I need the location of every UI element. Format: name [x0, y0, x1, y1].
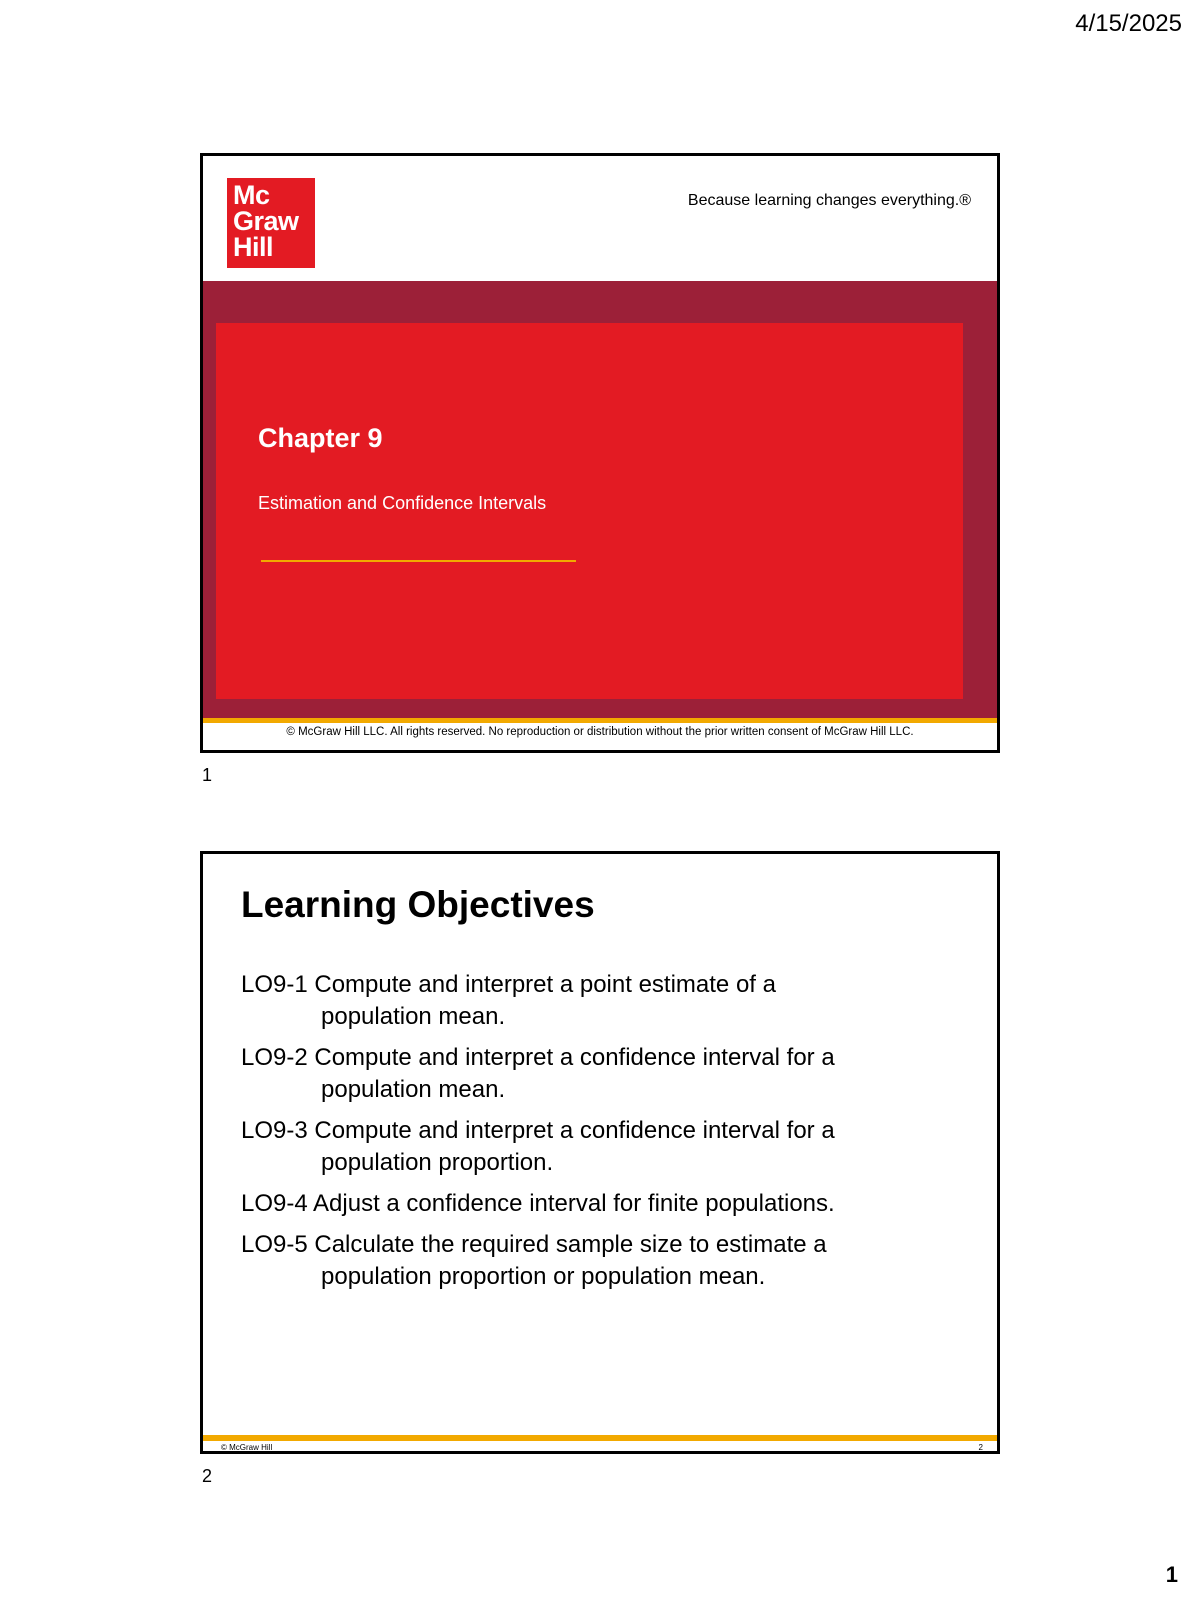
objectives-slide [200, 851, 1000, 1454]
gold-bar [203, 718, 997, 723]
tagline: Because learning changes everything.® [687, 192, 971, 209]
page-date: 4/15/2025 [1075, 10, 1182, 37]
maroon-band [203, 281, 997, 718]
chapter-title: Chapter 9 [258, 423, 383, 453]
slide-number: 2 [978, 1443, 983, 1452]
list-item: LO9-5 Calculate the required sample size to estimate a population proportion or population mean. [241, 1231, 827, 1290]
gold-bar [203, 1435, 997, 1441]
slide-index-1: 1 [202, 765, 213, 785]
list-item: LO9-1 Compute and interpret a point estimate of a population mean. [241, 971, 776, 1030]
page-number: 1 [1165, 1562, 1178, 1587]
footer-copyright: © McGraw Hill [221, 1443, 273, 1452]
slide-index-2: 2 [202, 1466, 213, 1486]
objectives-list [241, 969, 961, 1302]
slide-title: Learning Objectives [241, 884, 595, 925]
list-item: LO9-2 Compute and interpret a confidence interval for a population mean. [241, 1044, 835, 1103]
mcgraw-hill-logo: Mc Graw Hill [227, 178, 315, 268]
list-item: LO9-4 Adjust a confidence interval for finite populations. [241, 1190, 835, 1217]
chapter-subtitle: Estimation and Confidence Intervals [258, 493, 547, 513]
title-panel [216, 323, 963, 699]
list-item: LO9-3 Compute and interpret a confidence interval for a population proportion. [241, 1117, 835, 1176]
gold-rule [261, 560, 576, 562]
copyright-notice: © McGraw Hill LLC. All rights reserved. No reproduction or distribution without the prior written consent of McGraw Hill LLC. [286, 726, 914, 738]
title-slide [200, 153, 1000, 753]
slide-header [203, 156, 997, 281]
